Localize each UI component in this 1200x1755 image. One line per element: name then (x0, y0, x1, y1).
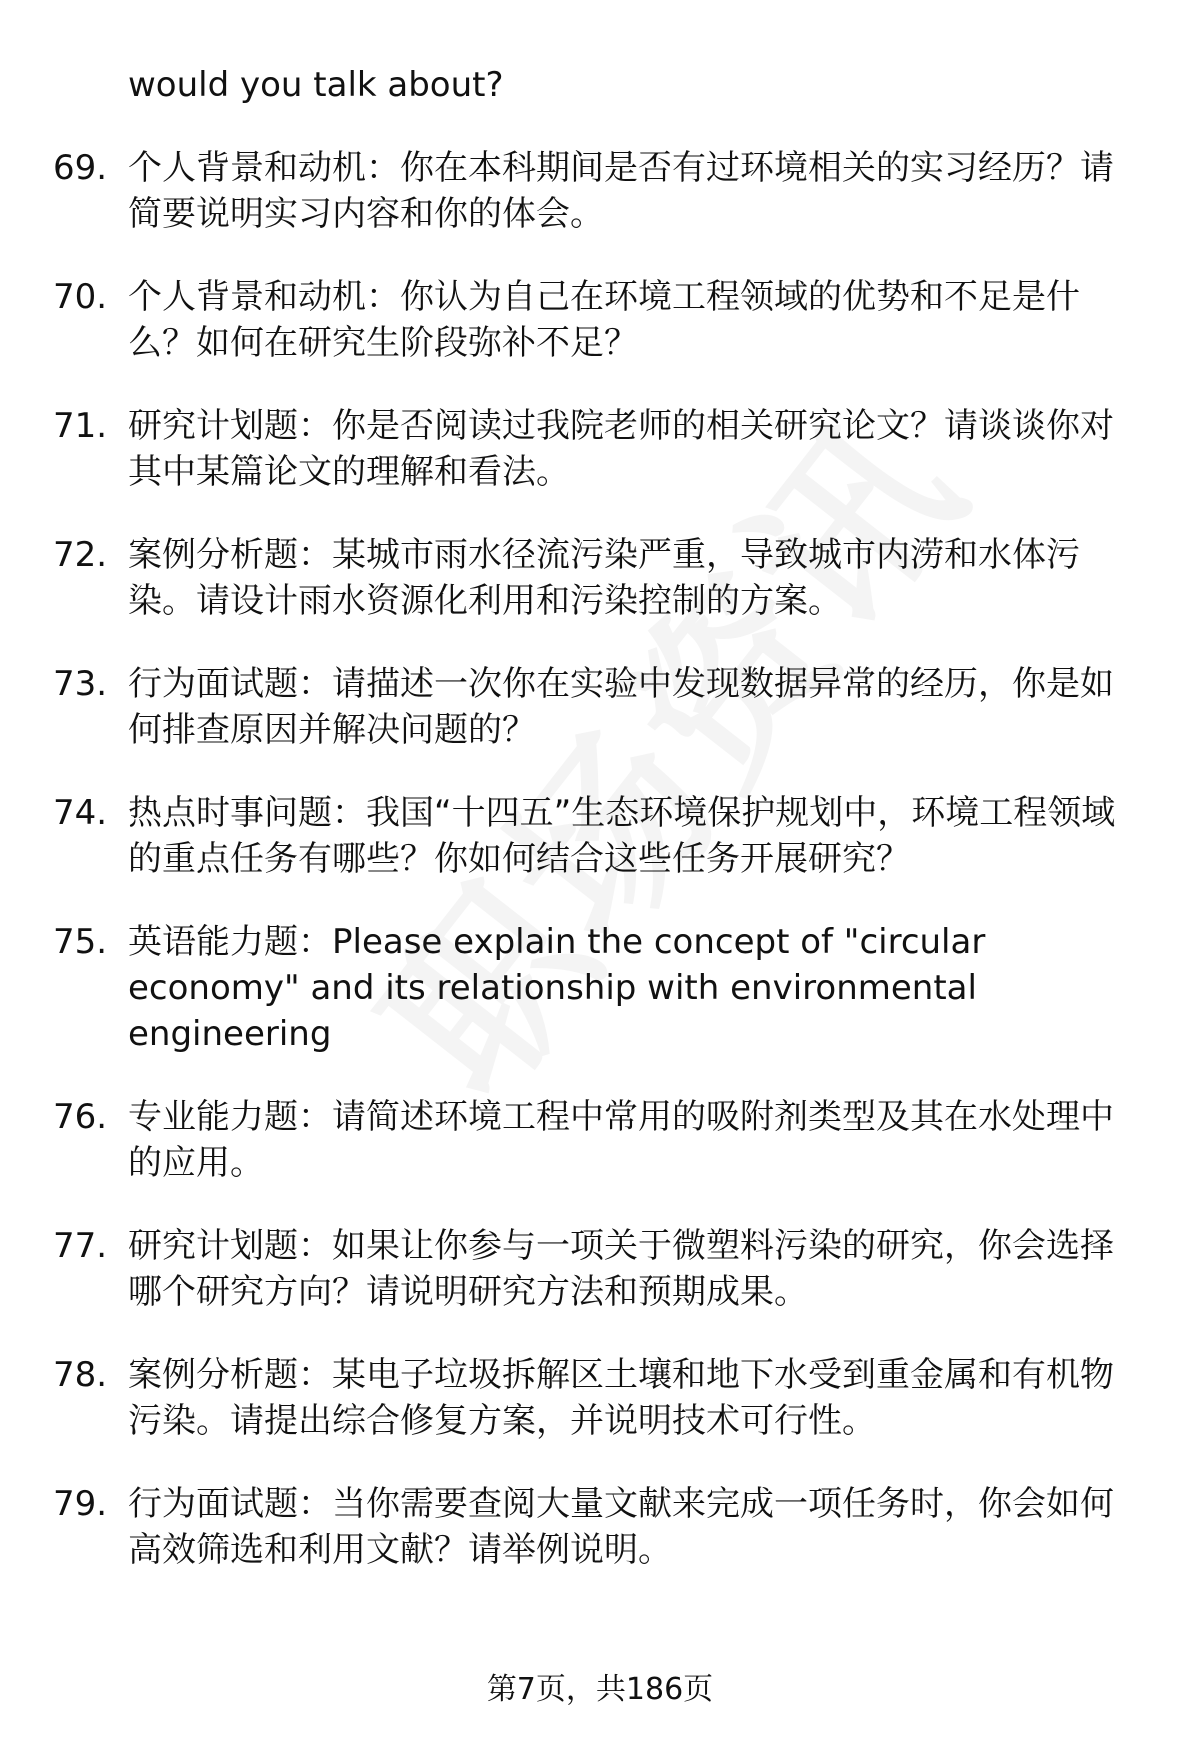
question-item (53, 403, 1138, 495)
continuation-text: would you talk about? (128, 65, 504, 105)
question-item (53, 145, 1138, 237)
question-number: 79. (53, 1484, 108, 1524)
question-number: 74. (53, 793, 108, 833)
question-number: 76. (53, 1097, 108, 1137)
question-text: 研究计划题：你是否阅读过我院老师的相关研究论文？请谈谈你对其中某篇论文的理解和看法。 (128, 406, 1114, 492)
page-footer: 第7页，共186页 (486, 1672, 714, 1707)
question-text: 个人背景和动机：你认为自己在环境工程领域的优势和不足是什么？如何在研究生阶段弥补不足？ (128, 277, 1080, 363)
question-item (53, 1094, 1138, 1186)
question-text: 研究计划题：如果让你参与一项关于微塑料污染的研究，你会选择哪个研究方向？请说明研究方法和预期成果。 (128, 1226, 1114, 1312)
question-text: 行为面试题：当你需要查阅大量文献来完成一项任务时，你会如何高效筛选和利用文献？请举例说明。 (128, 1484, 1114, 1570)
question-number: 77. (53, 1226, 108, 1266)
question-item (53, 1481, 1138, 1573)
question-number: 71. (53, 406, 108, 446)
question-item (53, 661, 1138, 753)
question-text: 个人背景和动机：你在本科期间是否有过环境相关的实习经历？请简要说明实习内容和你的体会。 (128, 148, 1114, 234)
question-item (53, 532, 1138, 624)
question-text: 案例分析题：某电子垃圾拆解区土壤和地下水受到重金属和有机物污染。请提出综合修复方案，并说明技术可行性。 (128, 1355, 1114, 1441)
question-number: 73. (53, 664, 108, 704)
question-item (53, 919, 1138, 1057)
question-number: 78. (53, 1355, 108, 1395)
question-number: 72. (53, 535, 108, 575)
question-text: 专业能力题：请简述环境工程中常用的吸附剂类型及其在水处理中的应用。 (128, 1097, 1114, 1183)
question-list (0, 145, 1200, 1573)
question-text: 行为面试题：请描述一次你在实验中发现数据异常的经历，你是如何排查原因并解决问题的？ (128, 664, 1114, 750)
question-number: 69. (53, 148, 108, 188)
question-text: 案例分析题：某城市雨水径流污染严重，导致城市内涝和水体污染。请设计雨水资源化利用和污染控制的方案。 (128, 535, 1080, 621)
question-number: 70. (53, 277, 108, 317)
question-item (53, 274, 1138, 366)
question-item (53, 790, 1138, 882)
question-item (53, 1352, 1138, 1444)
question-text: 英语能力题：Please explain the concept of "circular economy" and its relationship with environmental engineering (128, 922, 986, 1054)
question-item (53, 1223, 1138, 1315)
question-text: 热点时事问题：我国“十四五”生态环境保护规划中，环境工程领域的重点任务有哪些？你如何结合这些任务开展研究？ (128, 793, 1116, 879)
question-number: 75. (53, 922, 108, 962)
